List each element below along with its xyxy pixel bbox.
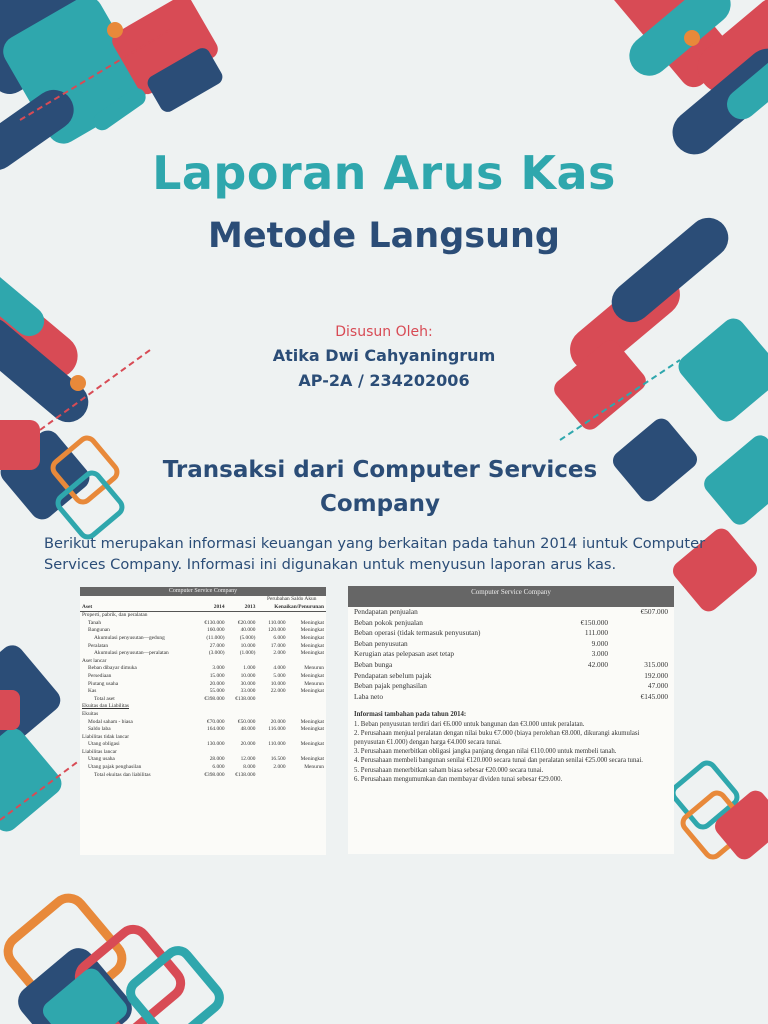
row-label: Utang obligasi <box>88 741 120 748</box>
row-value: €150.000 <box>580 617 608 627</box>
right-lower-shapes <box>670 760 768 864</box>
row-value: 164.000 <box>207 726 225 733</box>
row-value: (3.000) <box>208 650 225 657</box>
table-row <box>80 688 326 696</box>
row-value: Menurun <box>304 764 324 771</box>
row-value: €138.000 <box>235 695 256 702</box>
aset-header: Aset <box>82 603 93 610</box>
row-value: 6.000 <box>273 634 286 641</box>
row-value <box>196 703 227 711</box>
table-row <box>80 719 326 727</box>
row-value: Meningkat <box>300 726 324 733</box>
row-value: €507.000 <box>640 607 668 616</box>
table-row <box>80 764 326 772</box>
note-item: 5. Perusahaan menerbitkan saham biasa sebesar €20.000 secara tunai. <box>354 766 544 774</box>
row-label: Bangunan <box>88 627 110 634</box>
row-label: Akumulasi penyusutan—peralatan <box>94 650 169 657</box>
income-statement-image <box>348 586 674 854</box>
row-value: €50.000 <box>237 718 256 725</box>
balance-sheet-image <box>80 587 326 855</box>
row-value: 160.000 <box>207 627 225 634</box>
table-row <box>80 772 326 780</box>
row-label: Liabilitas lancar <box>82 748 117 755</box>
row-value <box>196 658 227 666</box>
row-label: Aset lancar <box>82 657 107 664</box>
row-label: Utang pajak penghasilan <box>88 764 142 771</box>
row-label: Persediaan <box>88 672 112 679</box>
row-value: 42.000 <box>587 659 608 669</box>
row-value: 22.000 <box>270 688 286 695</box>
row-label: Akumulasi penyusutan—gedung <box>94 634 165 641</box>
row-value: 5.000 <box>273 672 286 679</box>
row-value: Meningkat <box>300 619 324 626</box>
row-label: Kerugian atas pelepasan aset tetap <box>354 649 455 659</box>
note-item: 2. Perusahaan menjual peralatan dengan nilai buku €7.000 (biaya perolehan €8.000, dikurangi akumulasi penyusutan €1.000) dengan harga €4.000 secara tunai. <box>354 729 640 746</box>
row-value: (11.000) <box>206 634 225 641</box>
row-value: 20.000 <box>270 718 286 725</box>
note-item: 1. Beban penyusutan terdiri dari €6.000 untuk bangunan dan €3.000 untuk peralatan. <box>354 720 585 728</box>
row-value: (1.000) <box>239 650 256 657</box>
list-item <box>348 649 674 660</box>
row-label: Total ekuitas dan liabilitas <box>94 771 151 778</box>
table-row <box>80 673 326 681</box>
year-2013-header: 2013 <box>244 603 256 610</box>
row-value <box>227 749 258 757</box>
row-value: Meningkat <box>300 756 324 763</box>
income-statement-rows <box>348 607 674 702</box>
row-value: €145.000 <box>640 691 668 701</box>
table-row <box>80 756 326 764</box>
list-item <box>348 692 674 703</box>
note-item: 3. Perusahaan menerbitkan obligasi jangka panjang dengan nilai €110.000 untuk membeli tanah. <box>354 748 617 756</box>
list-item <box>348 660 674 671</box>
row-value <box>196 711 227 719</box>
table-row <box>80 711 326 719</box>
row-value: 110.000 <box>268 619 286 626</box>
row-value <box>288 734 326 742</box>
row-value <box>227 711 258 719</box>
row-value: Menurun <box>304 680 324 687</box>
note-item: 6. Perusahaan mengumumkan dan membayar dividen tunai sebesar €29.000. <box>354 775 563 783</box>
row-label: Laba neto <box>354 691 383 701</box>
row-value <box>548 607 608 618</box>
row-value: Meningkat <box>300 741 324 748</box>
year-2014-header: 2014 <box>213 603 225 610</box>
row-value: 17.000 <box>270 642 286 649</box>
row-value <box>548 692 608 703</box>
row-value: Meningkat <box>300 650 324 657</box>
balance-sheet-heading: Computer Service Company <box>80 587 326 596</box>
row-value: €20.000 <box>237 619 256 626</box>
row-value <box>608 639 668 650</box>
intro-paragraph: Berikut merupakan informasi keuangan yang berkaitan pada tahun 2014 iuntuk Computer Services Company. Informasi ini digunakan untuk menyusun laporan arus kas. <box>44 535 706 573</box>
note-item: 4. Perusahaan membeli bangunan senilai €120.000 secara tunai dan peralatan senilai €25.000 secara tunai. <box>354 757 643 765</box>
row-value: 192.000 <box>644 670 668 680</box>
table-row <box>80 627 326 635</box>
row-value: Meningkat <box>300 718 324 725</box>
top-right-shapes <box>602 0 768 163</box>
row-value <box>196 612 227 620</box>
row-label: Pendapatan penjualan <box>354 607 418 616</box>
row-value: 20.000 <box>240 741 256 748</box>
row-label: Piutang usaha <box>88 680 119 687</box>
row-value: 116.000 <box>268 726 286 733</box>
list-item <box>348 618 674 629</box>
row-label: Kas <box>88 688 97 695</box>
row-value <box>257 658 287 666</box>
incdec-header: Kenaikan/Penurunan <box>274 603 324 610</box>
class-id: AP-2A / 234202006 <box>298 371 470 390</box>
row-value <box>548 681 608 692</box>
row-value: 315.000 <box>644 659 668 669</box>
list-item <box>348 671 674 682</box>
row-value: 27.000 <box>209 642 225 649</box>
row-value <box>608 649 668 660</box>
row-label: Utang usaha <box>88 756 115 763</box>
row-value: 10.000 <box>240 672 256 679</box>
change-column-header: Perubahan Saldo Akun <box>267 596 317 602</box>
row-value <box>227 658 258 666</box>
row-value: 120.000 <box>268 627 286 634</box>
table-row <box>80 696 326 704</box>
row-value: 130.000 <box>207 741 225 748</box>
row-value: 28.000 <box>209 756 225 763</box>
row-value <box>257 749 287 757</box>
row-value: 2.000 <box>273 650 286 657</box>
table-row <box>80 681 326 689</box>
left-middle-shapes <box>0 257 150 540</box>
table-row <box>80 620 326 628</box>
row-value <box>288 696 326 704</box>
row-value <box>288 703 326 711</box>
row-value: 47.000 <box>647 681 668 691</box>
row-value: 10.000 <box>240 642 256 649</box>
row-value <box>257 711 287 719</box>
row-value: €70.000 <box>207 718 225 725</box>
row-value <box>288 749 326 757</box>
row-label: Ekuitas <box>82 710 99 717</box>
table-row <box>80 703 326 711</box>
row-value: 111.000 <box>584 628 608 638</box>
row-value: 30.000 <box>240 680 256 687</box>
table-row <box>80 734 326 742</box>
row-value <box>288 772 326 780</box>
row-label: Liabilitas tidak lancar <box>82 733 129 740</box>
row-value: 6.000 <box>212 764 225 771</box>
row-value: 12.000 <box>240 756 256 763</box>
table-row <box>80 726 326 734</box>
row-value: 33.000 <box>240 688 256 695</box>
list-item <box>348 639 674 650</box>
author-name: Atika Dwi Cahyaningrum <box>272 346 496 365</box>
row-value: 1.000 <box>243 665 256 672</box>
row-value <box>257 703 287 711</box>
row-value: €138.000 <box>235 771 256 778</box>
row-label: Tanah <box>88 619 102 626</box>
table-row <box>80 635 326 643</box>
income-statement-heading: Computer Service Company <box>348 586 674 607</box>
table-row <box>80 612 326 620</box>
row-label: Saldo laba <box>88 726 111 733</box>
row-value: €398.000 <box>204 695 225 702</box>
row-value: 48.000 <box>240 726 256 733</box>
table-row <box>80 749 326 757</box>
row-label: Beban operasi (tidak termasuk penyusutan) <box>354 628 481 638</box>
row-label: Beban bunga <box>354 659 393 669</box>
row-value: (5.000) <box>239 634 256 641</box>
table-row <box>80 665 326 673</box>
section-title: Transaksi dari Computer Services Company <box>162 457 598 517</box>
row-value <box>196 734 227 742</box>
table-row <box>80 741 326 749</box>
row-value <box>288 711 326 719</box>
list-item <box>348 607 674 618</box>
row-value <box>257 772 287 780</box>
row-value <box>257 612 287 620</box>
row-value: 20.000 <box>209 680 225 687</box>
left-lower-shapes <box>0 640 80 836</box>
row-value: €130.000 <box>204 619 225 626</box>
row-value <box>196 749 227 757</box>
row-value: Meningkat <box>300 642 324 649</box>
row-label: Peralatan <box>88 642 109 649</box>
row-label: Beban penyusutan <box>354 638 408 648</box>
row-value <box>608 618 668 629</box>
row-label: Beban dibayar dimuka <box>88 665 137 672</box>
row-value: Meningkat <box>300 672 324 679</box>
row-value: 40.000 <box>240 627 256 634</box>
byline-label: Disusun Oleh: <box>335 324 433 340</box>
row-value: 9.000 <box>591 638 608 648</box>
row-label: Total aset <box>94 695 115 702</box>
row-label: Beban pokok penjualan <box>354 617 423 627</box>
table-row <box>80 658 326 666</box>
row-value: 55.000 <box>209 688 225 695</box>
row-value <box>288 612 326 620</box>
row-value <box>227 703 258 711</box>
row-value: 15.000 <box>209 672 225 679</box>
row-label: Ekuitas dan Liabilitas <box>82 703 130 710</box>
row-value: 3.000 <box>591 649 608 659</box>
row-value: 2.000 <box>273 764 286 771</box>
row-value: Meningkat <box>300 688 324 695</box>
row-value <box>227 612 258 620</box>
bottom-shapes <box>2 892 225 1024</box>
row-value: 10.000 <box>270 680 286 687</box>
notes-title: Informasi tambahan pada tahun 2014: <box>354 711 467 719</box>
notes-block <box>348 702 674 784</box>
table-row <box>80 643 326 651</box>
row-value: 8.000 <box>243 764 256 771</box>
row-value <box>257 696 287 704</box>
row-value: 110.000 <box>268 741 286 748</box>
row-value: €398.000 <box>204 771 225 778</box>
row-value: Menurun <box>304 665 324 672</box>
table-row <box>80 650 326 658</box>
list-item <box>348 681 674 692</box>
row-value: 16.500 <box>270 756 286 763</box>
list-item <box>348 628 674 639</box>
row-value <box>548 671 608 682</box>
row-value: 3.000 <box>212 665 225 672</box>
row-value <box>288 658 326 666</box>
row-label: Pendapatan sebelum pajak <box>354 670 432 680</box>
row-value: Meningkat <box>300 634 324 641</box>
page-title: Laporan Arus Kas <box>152 146 616 200</box>
row-value: Meningkat <box>300 627 324 634</box>
row-value <box>227 734 258 742</box>
row-value: 4.000 <box>273 665 286 672</box>
row-label: Beban pajak penghasilan <box>354 681 427 691</box>
row-value <box>257 734 287 742</box>
row-label: Modal saham - biasa <box>88 718 133 725</box>
row-label: Properti, pabrik, dan peralatan <box>82 612 148 619</box>
page-subtitle: Metode Langsung <box>208 216 560 256</box>
balance-sheet-table <box>80 596 326 779</box>
row-value <box>608 628 668 639</box>
